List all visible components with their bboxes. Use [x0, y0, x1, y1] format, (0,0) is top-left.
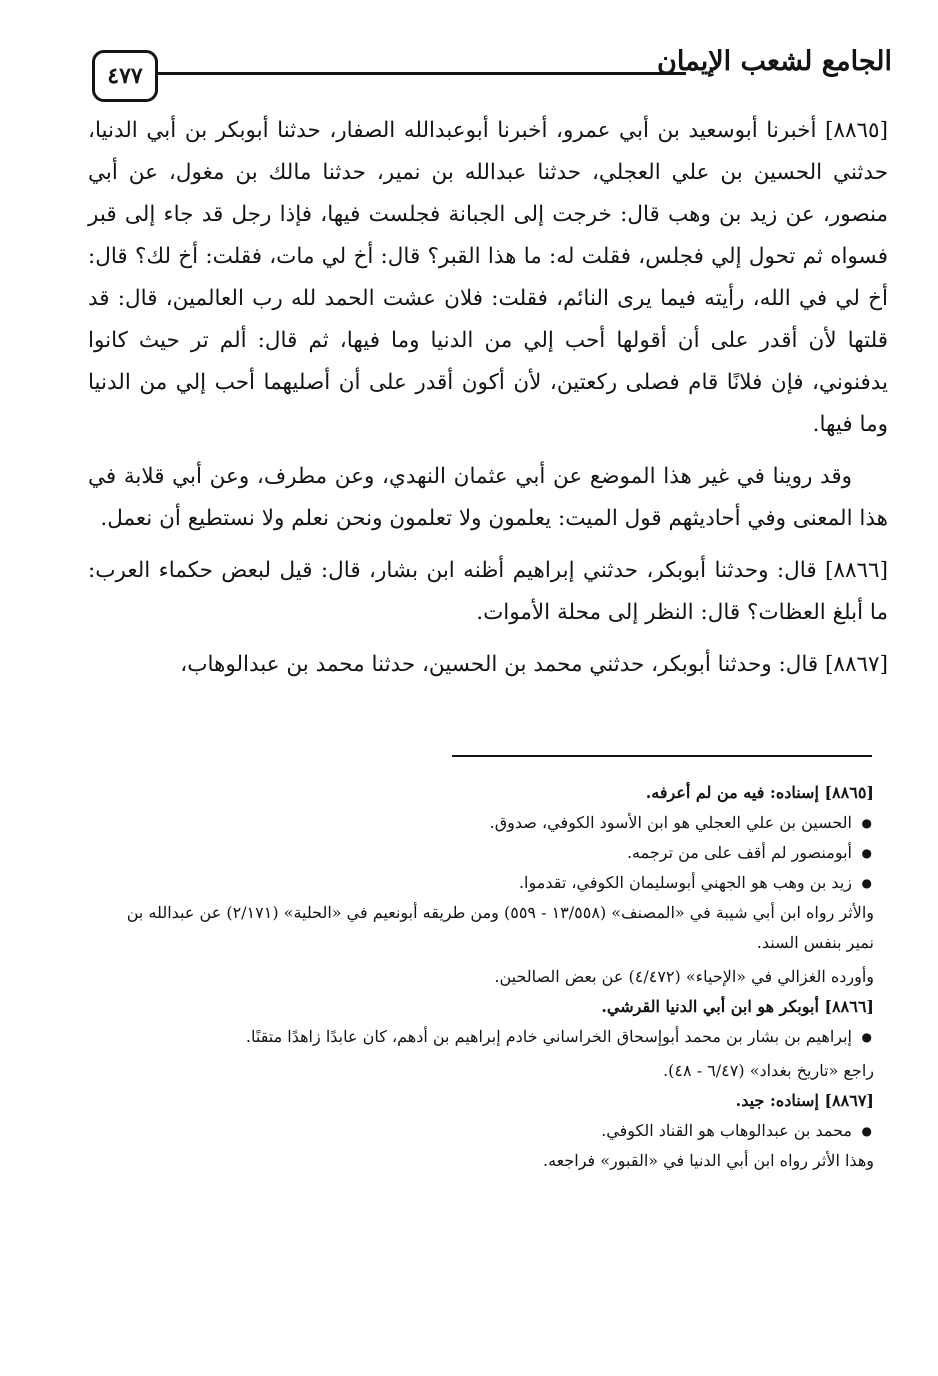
page-header: [92, 40, 892, 110]
commentary-paragraph: وقد روينا في غير هذا الموضع عن أبي عثمان النهدي، وعن مطرف، وعن أبي قلابة في هذا المعنى وفي أحاديثهم قول الميت: يعلمون ولا تعلمون ونحن نعلم ولا نستطيع أن نعمل.: [88, 464, 888, 531]
note-8867-item: ● محمد بن عبدالوهاب هو القناد الكوفي.: [118, 1116, 874, 1146]
note-8865-text: والأثر رواه ابن أبي شيبة في «المصنف» (١٣/٥٥٨ - ٥٥٩) ومن طريقه أبونعيم في «الحلية» (٢/١٧١) عن عبدالله بن نمير بنفس السند.: [126, 903, 874, 952]
hadith-8866: [٨٨٦٦] قال: وحدثنا أبوبكر، حدثني إبراهيم أظنه ابن بشار، قال: قيل لبعض حكماء العرب: ما أبلغ العظات؟ قال: النظر إلى محلة الأموات.: [88, 558, 888, 625]
note-8867-heading: [٨٨٦٧] إسناده: جيد.: [735, 1091, 874, 1110]
note-8867-text: وهذا الأثر رواه ابن أبي الدنيا في «القبور» فراجعه.: [542, 1151, 874, 1170]
note-8865-text: وأورده الغزالي في «الإحياء» (٤/٤٧٢) عن بعض الصالحين.: [494, 967, 874, 986]
running-title: الجامع لشعب الإيمان: [657, 46, 892, 77]
header-rule: [158, 72, 686, 75]
footnote-divider: [452, 755, 872, 757]
main-text: [88, 110, 888, 696]
hadith-8867: [٨٨٦٧] قال: وحدثنا أبوبكر، حدثني محمد بن الحسين، حدثنا محمد بن عبدالوهاب،: [180, 652, 888, 677]
note-8865-item: ● زيد بن وهب هو الجهني أبوسليمان الكوفي، تقدموا.: [118, 868, 874, 898]
page-number: ٤٧٧: [92, 50, 158, 102]
note-8865-item: ● أبومنصور لم أقف على من ترجمه.: [118, 838, 874, 868]
footnotes: [118, 778, 874, 1176]
note-8865-heading: [٨٨٦٥] إسناده: فيه من لم أعرفه.: [645, 783, 874, 802]
note-8865-item: ● الحسين بن علي العجلي هو ابن الأسود الكوفي، صدوق.: [118, 808, 874, 838]
note-8866-text: راجع «تاريخ بغداد» (٦/٤٧ - ٤٨).: [663, 1061, 874, 1080]
note-8866-item: ● إبراهيم بن بشار بن محمد أبوإسحاق الخراساني خادم إبراهيم بن أدهم، كان عابدًا زاهدًا متقنًا.: [118, 1022, 874, 1052]
note-8866-heading: [٨٨٦٦] أبوبكر هو ابن أبي الدنيا القرشي.: [601, 997, 874, 1016]
hadith-8865: [٨٨٦٥] أخبرنا أبوسعيد بن أبي عمرو، أخبرنا أبوعبدالله الصفار، حدثنا أبوبكر بن أبي الدنيا، حدثني الحسين بن علي العجلي، حدثنا عبدالله بن نمير، حدثنا مالك بن مغول، عن أبي منصور، عن زيد بن وهب قال: خرجت إلى الجبانة فجلست فيها، فإذا رجل قد جاء إلى قبر فسواه ثم تحول إلي فجلس، فقلت له: ما هذا القبر؟ قال: أخ لي مات، فقلت: أخ لك؟ قال: أخ لي في الله، رأيته فيما يرى النائم، فقلت: فلان عشت الحمد لله رب العالمين، قال: قد قلتها لأن أقدر على أن أقولها أحب إلي من الدنيا وما فيها، ثم قال: ألم تر حيث كانوا يدفنوني، فإن فلانًا قام فصلى ركعتين، لأن أكون أقدر على أن أصليهما أحب إلي من الدنيا وما فيها.: [88, 118, 888, 437]
